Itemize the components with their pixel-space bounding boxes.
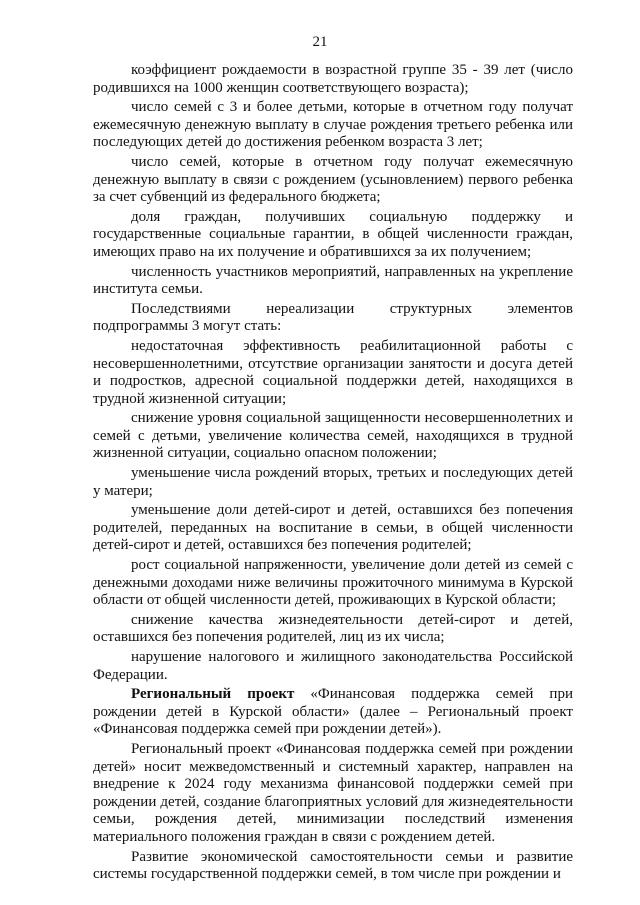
paragraph-families-first-child: число семей, которые в отчетном году получат ежемесячную денежную выплату в связи с рождением (усыновлением) первого ребенка за счет субвенций из федерального бюджета; (93, 153, 573, 206)
paragraph-orphans-share: уменьшение доли детей-сирот и детей, оставшихся без попечения родителей, переданных на воспитание в семьи, в общей численности детей-сирот и детей, оставшихся без попечения родителей; (93, 502, 573, 554)
paragraph-regional-project-nature: Региональный проект «Финансовая поддержка семей при рождении детей» носит межведомственный и системный характер, направлен на внедрение к 2024 году механизма финансовой поддержки семей при рождении детей, создание благоприятных условий для жизнедеятельности семьи, рождения детей, минимизации последствий изменения материального положения граждан в связи с рождением детей. (93, 740, 573, 845)
paragraph-event-participants: численность участников мероприятий, направленных на укрепление института семьи. (93, 263, 573, 298)
paragraph-social-support-share: доля граждан, получивших социальную поддержку и государственные социальные гарантии, в общей численности граждан, имеющих право на их получение и обратившихся за их получением; (93, 208, 573, 260)
page-number: 21 (312, 34, 328, 50)
paragraph-social-tension: рост социальной напряженности, увеличение доли детей из семей с денежными доходами ниже величины прожиточного минимума в Курской области от общей численности детей, проживающих в Курской области; (93, 557, 573, 609)
paragraph-law-violation: нарушение налогового и жилищного законодательства Российской Федерации. (93, 649, 573, 683)
paragraph-families-three-children: число семей с 3 и более детьми, которые в отчетном году получат ежемесячную денежную выплату в случае рождения третьего ребенка или последующих детей до достижения ребенком возраста 3 лет; (93, 99, 573, 151)
regional-project-heading: Региональный проект (131, 686, 295, 703)
regional-project-description: «Финансовая поддержка семей при рождении детей в Курской области» (далее – Региональный проект «Финансовая поддержка семей при рождении детей»). (93, 686, 573, 738)
paragraph-economic-independence: Развитие экономической самостоятельности семьи и развитие системы государственной поддержки семей, в том числе при рождении и (93, 848, 573, 883)
paragraph-consequences-intro: Последствиями нереализации структурных элементов подпрограммы 3 могут стать: (93, 300, 573, 335)
paragraph-fewer-births: уменьшение числа рождений вторых, третьих и последующих детей у матери; (93, 465, 573, 499)
paragraph-quality-of-life: снижение качества жизнедеятельности детей-сирот и детей, оставшихся без попечения родителей, лиц из их числа; (93, 611, 573, 646)
paragraph-insufficient-rehabilitation: недостаточная эффективность реабилитационной работы с несовершеннолетними, отсутствие организации занятости и досуга детей и подростков, адресной социальной поддержки детей, находящихся в трудной жизненной ситуации; (93, 337, 573, 407)
paragraph-fertility-coefficient: коэффициент рождаемости в возрастной группе 35 - 39 лет (число родившихся на 1000 женщин соответствующего возраста); (93, 62, 573, 96)
paragraph-reduced-protection: снижение уровня социальной защищенности несовершеннолетних и семей с детьми, увеличение количества семей, находящихся в трудной жизненной ситуации, социально опасном положении; (93, 410, 573, 462)
body-text (93, 62, 573, 886)
paragraph-regional-project (93, 686, 573, 739)
